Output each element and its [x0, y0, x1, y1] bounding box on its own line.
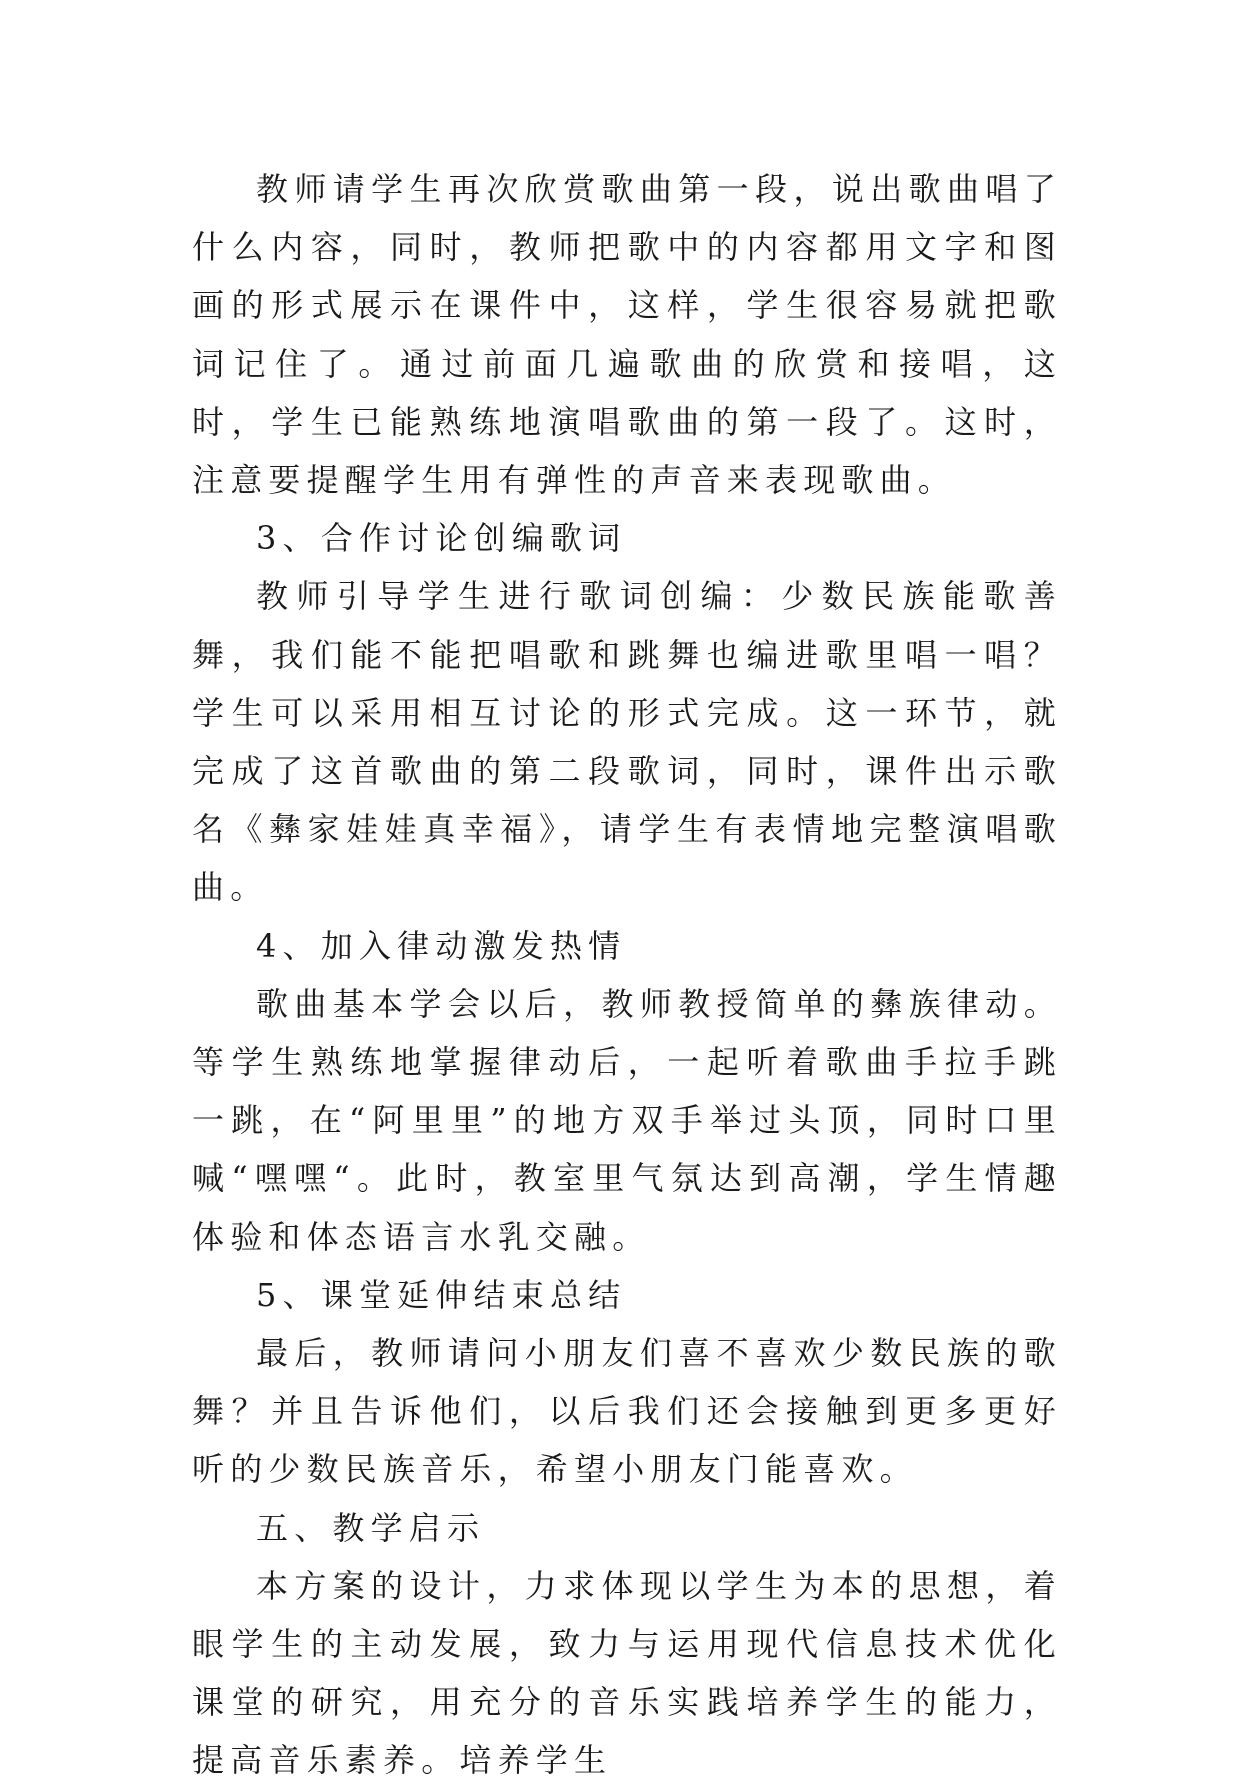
heading-lyric-creation: 3、合作讨论创编歌词: [256, 519, 627, 558]
paragraph-teaching-insights: 本方案的设计，力求体现以学生为本的思想，着眼学生的主动发展，致力与运用现代信息技术优化课堂的研究，用充分的音乐实践培养学生的能力，提高音乐素养。培养学生: [192, 1566, 1062, 1780]
heading-class-summary: 5、课堂延伸结束总结: [256, 1275, 627, 1314]
heading-teaching-insights: 五、教学启示: [256, 1508, 486, 1547]
paragraph-class-summary: 最后，教师请问小朋友们喜不喜欢少数民族的歌舞？并且告诉他们，以后我们还会接触到更多更好听的少数民族音乐，希望小朋友门能喜欢。: [192, 1334, 1062, 1489]
heading-rhythm-movement: 4、加入律动激发热情: [256, 926, 627, 965]
document-body: [192, 160, 1062, 1790]
paragraph-lyric-creation: 教师引导学生进行歌词创编：少数民族能歌善舞，我们能不能把唱歌和跳舞也编进歌里唱一唱？学生可以采用相互讨论的形式完成。这一环节，就完成了这首歌曲的第二段歌词，同时，课件出示歌名《彝家娃娃真幸福》，请学生有表情地完整演唱歌曲。: [192, 577, 1062, 907]
paragraph-rhythm-movement: 歌曲基本学会以后，教师教授简单的彝族律动。等学生熟练地掌握律动后，一起听着歌曲手拉手跳一跳，在“阿里里”的地方双手举过头顶，同时口里喊“嘿嘿“。此时，教室里气氛达到高潮，学生情趣体验和体态语言水乳交融。: [192, 984, 1062, 1256]
paragraph-appreciate-first-verse: 教师请学生再次欣赏歌曲第一段，说出歌曲唱了什么内容，同时，教师把歌中的内容都用文字和图画的形式展示在课件中，这样，学生很容易就把歌词记住了。通过前面几遍歌曲的欣赏和接唱，这时，学生已能熟练地演唱歌曲的第一段了。这时，注意要提醒学生用有弹性的声音来表现歌曲。: [192, 170, 1062, 500]
